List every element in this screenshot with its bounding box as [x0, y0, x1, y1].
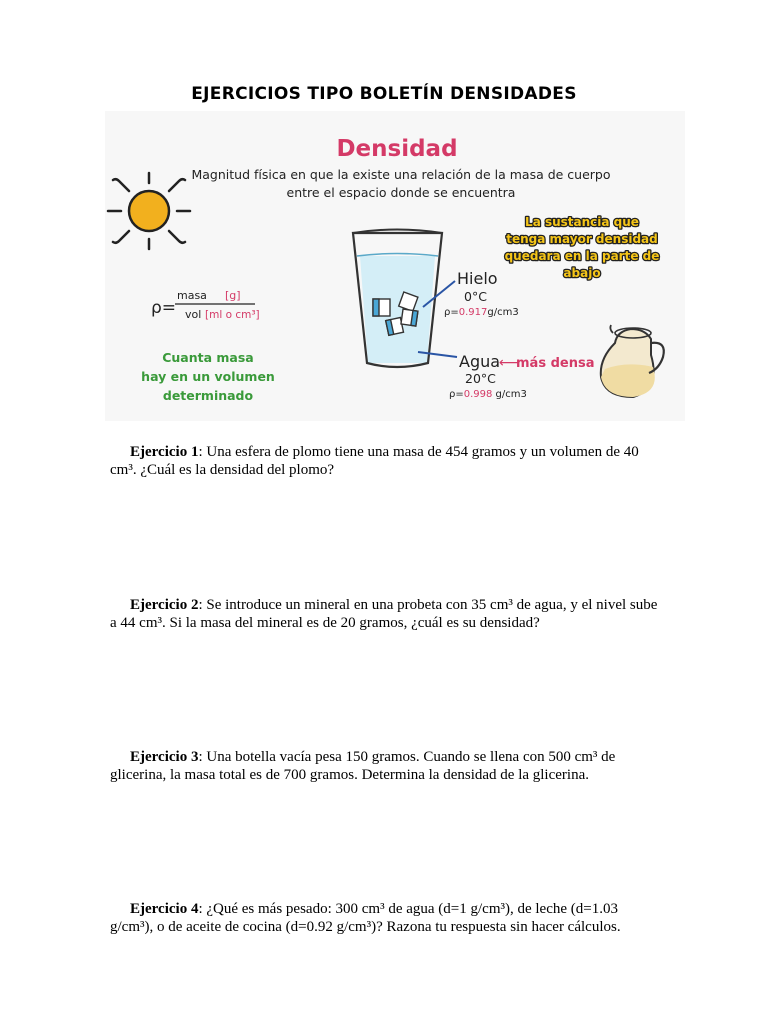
infographic-heading: Densidad	[336, 136, 458, 162]
exercise-text: : Una botella vacía pesa 150 gramos. Cuando se llena con 500 cm³ de glicerina, la masa total es de 700 gramos. Determina la densidad de la glicerina.	[110, 749, 616, 783]
svg-text:vol: vol	[185, 308, 202, 321]
svg-text:determinado: determinado	[162, 388, 254, 403]
svg-text:ρ=0.998 g/cm3: ρ=0.998 g/cm3	[449, 389, 527, 400]
exercise-label: Ejercicio 3	[130, 749, 199, 765]
exercise-label: Ejercicio 2	[130, 597, 199, 613]
svg-text:quedara en la parte de: quedara en la parte de	[504, 249, 660, 263]
page-title: EJERCICIOS TIPO BOLETÍN DENSIDADES	[191, 84, 577, 104]
svg-text:[ml o cm³]: [ml o cm³]	[205, 309, 260, 321]
svg-text:más densa: más densa	[516, 356, 595, 371]
svg-text:[g]: [g]	[225, 289, 241, 302]
svg-text:Agua: Agua	[459, 352, 501, 371]
exercise-text: : Se introduce un mineral en una probeta con 35 cm³ de agua, y el nivel sube a 44 cm³. Si la masa del mineral es de 20 gramos, ¿cuál es su densidad?	[110, 597, 658, 631]
exercise-4	[110, 900, 660, 936]
definition-line-1: Magnitud física en que la existe una relación de la masa de cuerpo	[191, 167, 611, 182]
svg-text:La sustancia que: La sustancia que	[525, 215, 639, 229]
svg-text:Hielo: Hielo	[457, 269, 498, 288]
density-infographic	[105, 111, 685, 421]
exercise-1	[110, 443, 660, 479]
exercise-label: Ejercicio 4	[130, 901, 199, 917]
svg-text:Cuanta masa: Cuanta masa	[162, 350, 254, 365]
svg-text:hay en un volumen: hay en un volumen	[141, 369, 275, 384]
exercise-2	[110, 596, 660, 632]
svg-text:ρ=: ρ=	[151, 298, 177, 318]
svg-text:ρ=0.917g/cm3: ρ=0.917g/cm3	[444, 307, 519, 318]
svg-text:20°C: 20°C	[465, 371, 496, 386]
exercise-text: : ¿Qué es más pesado: 300 cm³ de agua (d=1 g/cm³), de leche (d=1.03 g/cm³), o de aceite de cocina (d=0.92 g/cm³)? Razona tu respuesta sin hacer cálculos.	[110, 901, 621, 935]
svg-text:abajo: abajo	[563, 266, 601, 280]
svg-text:masa: masa	[177, 289, 207, 302]
svg-text:0°C: 0°C	[464, 289, 487, 304]
exercise-3	[110, 748, 660, 784]
exercise-text: : Una esfera de plomo tiene una masa de 454 gramos y un volumen de 40 cm³. ¿Cuál es la densidad del plomo?	[110, 444, 639, 478]
svg-text:tenga mayor densidad: tenga mayor densidad	[506, 232, 658, 246]
exercise-label: Ejercicio 1	[130, 444, 199, 460]
definition-line-2: entre el espacio donde se encuentra	[286, 185, 516, 200]
svg-text:⟵: ⟵	[499, 355, 520, 371]
